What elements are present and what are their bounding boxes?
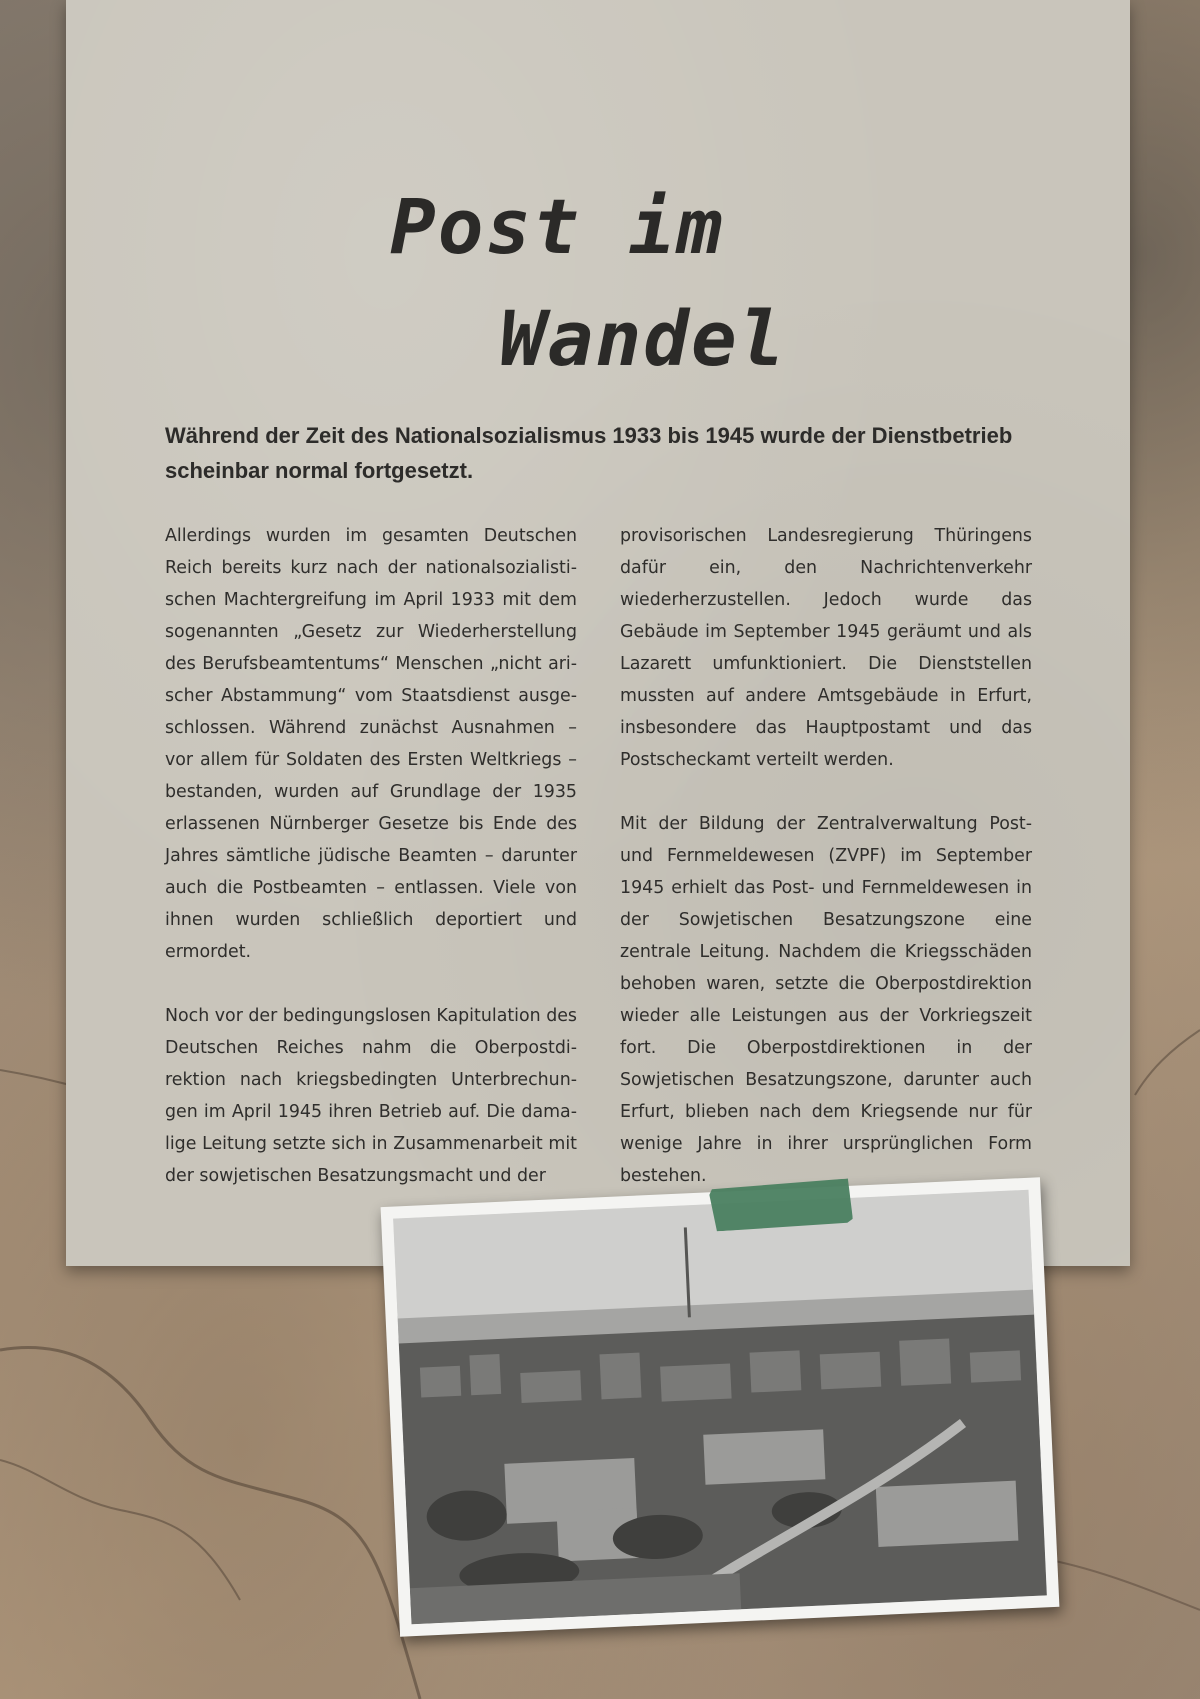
title-line-2: Wandel — [500, 293, 787, 383]
left-paragraph-2: Noch vor der bedingungslosen Kapitulation des Deutschen Reiches nahm die Oberpostdirektion nach kriegsbedingten Unterbrechungen im April 1945 ihren Betrieb auf. Die damalige Leitung setzte sich in Zusammenarbeit mit der sowjetischen Besatzungsmacht und der — [165, 1006, 577, 1186]
left-column — [165, 520, 577, 1224]
page-title — [66, 171, 1130, 395]
city-photo-illustration — [393, 1190, 1047, 1624]
historic-photo — [381, 1177, 1060, 1636]
left-paragraph-1: Allerdings wurden im gesamten Deutschen Reich bereits kurz nach der nationalsozialistischen Machtergreifung im April 1933 mit dem sogenannten „Gesetz zur Wiederherstellung des Berufsbeamtentums“ Menschen „nicht arischer Abstammung“ vom Staatsdienst ausgeschlossen. Während zunächst Ausnahmen – vor allem für Soldaten des Ersten Weltkriegs – bestanden, wurden auf Grundlage der 1935 erlassenen Nürnberger Gesetze bis Ende des Jahres sämtliche jüdische Beamten – darunter auch die Postbeamten – entlassen. Viele von ihnen wurden schließlich deportiert und ermordet. — [165, 526, 577, 962]
right-column — [620, 520, 1032, 1224]
title-line-1: Post im — [390, 181, 725, 271]
right-paragraph-1: provisorischen Landesregierung Thüringens dafür ein, den Nachrichtenverkehr wiederherzustellen. Jedoch wurde das Gebäude im September 1945 geräumt und als Lazarett umfunktioniert. Die Dienststellen mussten auf andere Amtsgebäude in Erfurt, insbesondere das Hauptpostamt und das Postscheckamt verteilt werden. — [620, 526, 1032, 770]
lead-paragraph: Während der Zeit des Nationalsozialismus 1933 bis 1945 wurde der Dienstbetrieb scheinbar normal fortgesetzt. — [165, 423, 1013, 483]
paper-sheet — [66, 0, 1130, 1266]
right-paragraph-2: Mit der Bildung der Zentralverwaltung Post- und Fernmeldewesen (ZVPF) im September 1945 erhielt das Post- und Fernmeldewesen in der Sowjetischen Besatzungszone eine zentrale Leitung. Nachdem die Kriegsschäden behoben waren, setzte die Oberpostdirektion wieder alle Leistungen aus der Vorkriegszeit fort. Die Oberpostdirektionen in der Sowjetischen Besatzungszone, darunter auch Erfurt, blieben nach dem Kriegsende nur für wenige Jahre in ihrer ursprünglichen Form bestehen. — [620, 814, 1032, 1186]
city-aerial-photo — [393, 1190, 1047, 1624]
